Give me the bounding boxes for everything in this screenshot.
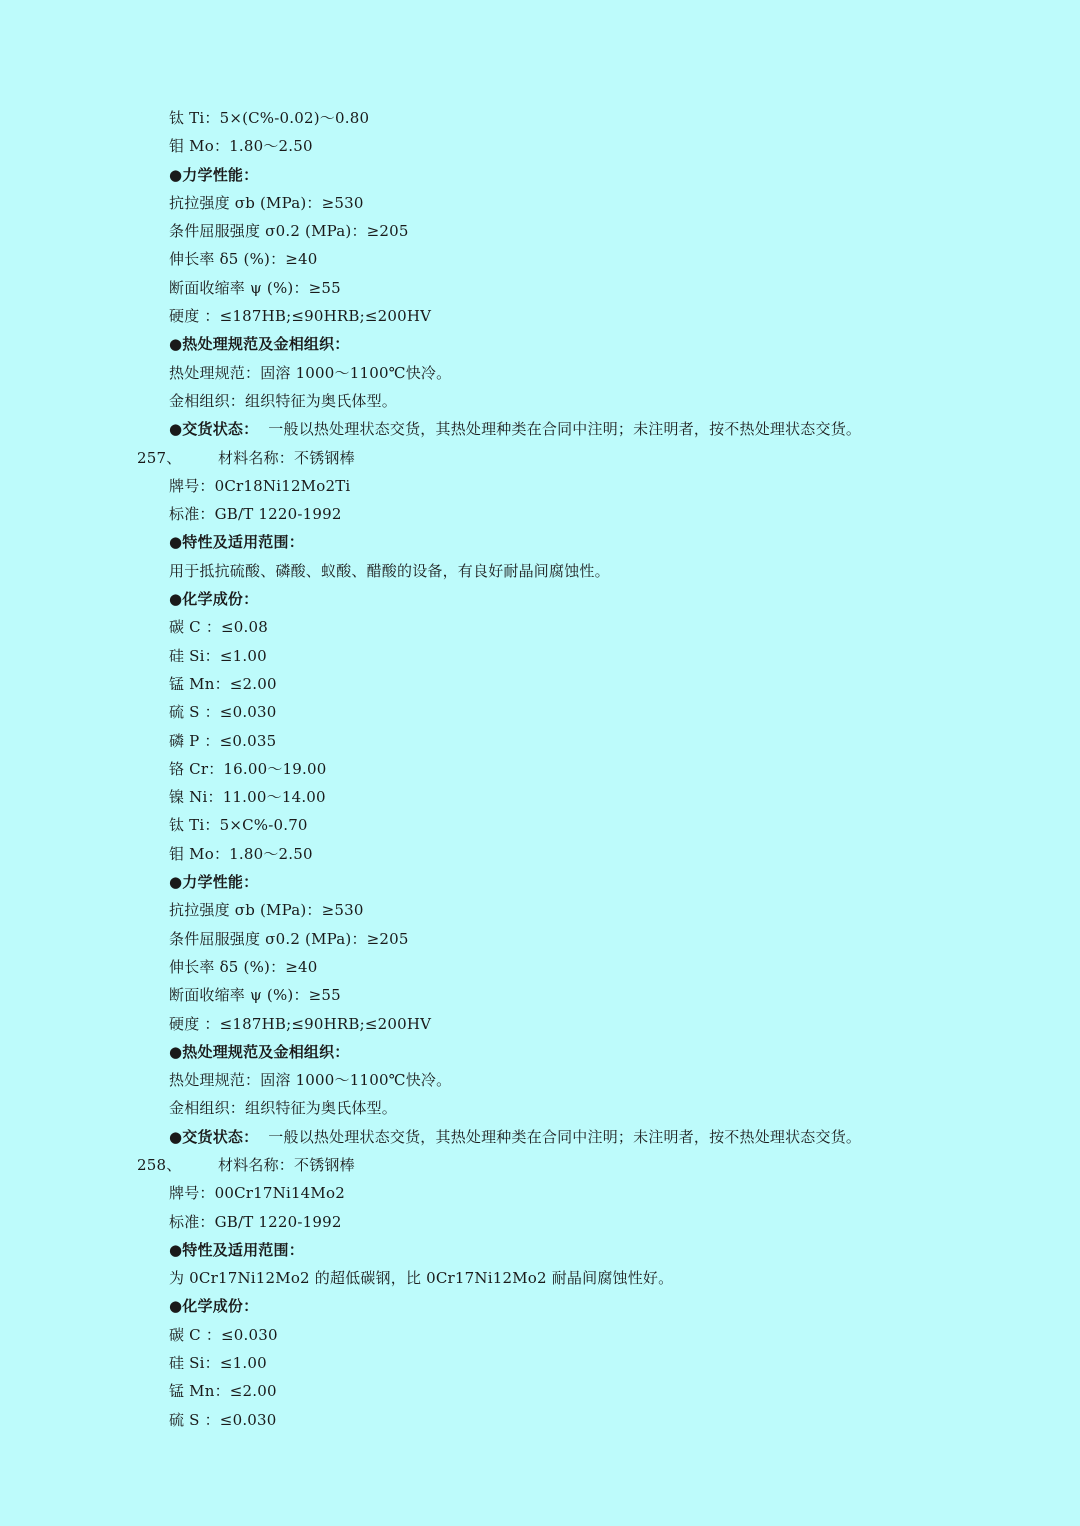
text-line: 用于抵抗硫酸、磷酸、蚁酸、醋酸的设备，有良好耐晶间腐蚀性。 — [169, 561, 610, 580]
text-line: 铬 Cr：16.00～19.00 — [169, 759, 327, 778]
text-line: 抗拉强度 σb (MPa)：≥530 — [169, 193, 364, 212]
text-line: 断面收缩率 ψ (%)：≥55 — [169, 278, 341, 297]
text-line: 硫 S ：≤0.030 — [169, 703, 277, 722]
text-line: 条件屈服强度 σ0.2 (MPa)：≥205 — [169, 222, 409, 241]
entry-heading — [0, 444, 1080, 472]
section-heading: ●力学性能： — [169, 873, 259, 892]
document-body — [0, 104, 1080, 1434]
text-line: 牌号：00Cr17Ni14Mo2 — [169, 1184, 345, 1203]
entry-number: 258、 — [137, 1155, 182, 1174]
section-heading: ●热处理规范及金相组织： — [169, 335, 350, 354]
section-heading: ●化学成份： — [169, 1297, 259, 1316]
section-heading: ●化学成份： — [169, 590, 259, 609]
text-line: 热处理规范：固溶 1000～1100℃快冷。 — [169, 363, 452, 382]
entry-title: 材料名称：不锈钢棒 — [218, 1155, 355, 1174]
text-line: 断面收缩率 ψ (%)：≥55 — [169, 986, 341, 1005]
text-line: 钼 Mo：1.80～2.50 — [169, 137, 313, 156]
section-heading: ●力学性能： — [169, 165, 259, 184]
delivery-status-line — [0, 1123, 1080, 1151]
section-heading: ●热处理规范及金相组织： — [169, 1042, 350, 1061]
delivery-status-text: 一般以热处理状态交货，其热处理种类在合同中注明；未注明者，按不热处理状态交货。 — [268, 1127, 862, 1146]
entry-title: 材料名称：不锈钢棒 — [218, 448, 355, 467]
text-line: 金相组织：组织特征为奥氏体型。 — [169, 391, 398, 410]
text-line: 硬度 ：≤187HB;≤90HRB;≤200HV — [169, 1014, 432, 1033]
text-line: 为 0Cr17Ni12Mo2 的超低碳钢，比 0Cr17Ni12Mo2 耐晶间腐蚀性好。 — [169, 1269, 674, 1288]
text-line: 碳 C ：≤0.08 — [169, 618, 268, 637]
entry-number: 257、 — [137, 448, 182, 467]
text-line: 牌号：0Cr18Ni12Mo2Ti — [169, 476, 351, 495]
text-line: 锰 Mn：≤2.00 — [169, 1382, 277, 1401]
text-line: 条件屈服强度 σ0.2 (MPa)：≥205 — [169, 929, 409, 948]
text-line: 锰 Mn：≤2.00 — [169, 674, 277, 693]
text-line: 钛 Ti：5×(C%-0.02)～0.80 — [169, 109, 370, 127]
text-line: 钼 Mo：1.80～2.50 — [169, 844, 313, 863]
text-line: 碳 C ：≤0.030 — [169, 1325, 278, 1344]
delivery-status-label: ●交货状态： — [169, 1127, 259, 1146]
text-line: 抗拉强度 σb (MPa)：≥530 — [169, 901, 364, 920]
text-line: 硅 Si：≤1.00 — [169, 1354, 267, 1373]
text-line: 硅 Si：≤1.00 — [169, 646, 267, 665]
text-line: 标准：GB/T 1220-1992 — [169, 1212, 342, 1231]
section-heading: ●特性及适用范围： — [169, 533, 304, 552]
section-heading: ●特性及适用范围： — [169, 1240, 304, 1259]
delivery-status-line — [0, 415, 1080, 443]
text-line: 标准：GB/T 1220-1992 — [169, 505, 342, 524]
entry-heading — [0, 1151, 1080, 1179]
text-line: 硫 S ：≤0.030 — [169, 1410, 277, 1429]
delivery-status-text: 一般以热处理状态交货，其热处理种类在合同中注明；未注明者，按不热处理状态交货。 — [268, 420, 862, 439]
text-line: 钛 Ti：5×C%-0.70 — [169, 816, 308, 835]
text-line: 热处理规范：固溶 1000～1100℃快冷。 — [169, 1071, 452, 1090]
delivery-status-label: ●交货状态： — [169, 420, 259, 439]
text-line: 伸长率 δ5 (%)：≥40 — [169, 250, 318, 269]
text-line: 镍 Ni：11.00～14.00 — [169, 788, 326, 807]
text-line: 金相组织：组织特征为奥氏体型。 — [169, 1099, 398, 1118]
text-line: 伸长率 δ5 (%)：≥40 — [169, 957, 318, 976]
text-line: 硬度 ：≤187HB;≤90HRB;≤200HV — [169, 307, 432, 326]
text-line: 磷 P ：≤0.035 — [169, 731, 277, 750]
